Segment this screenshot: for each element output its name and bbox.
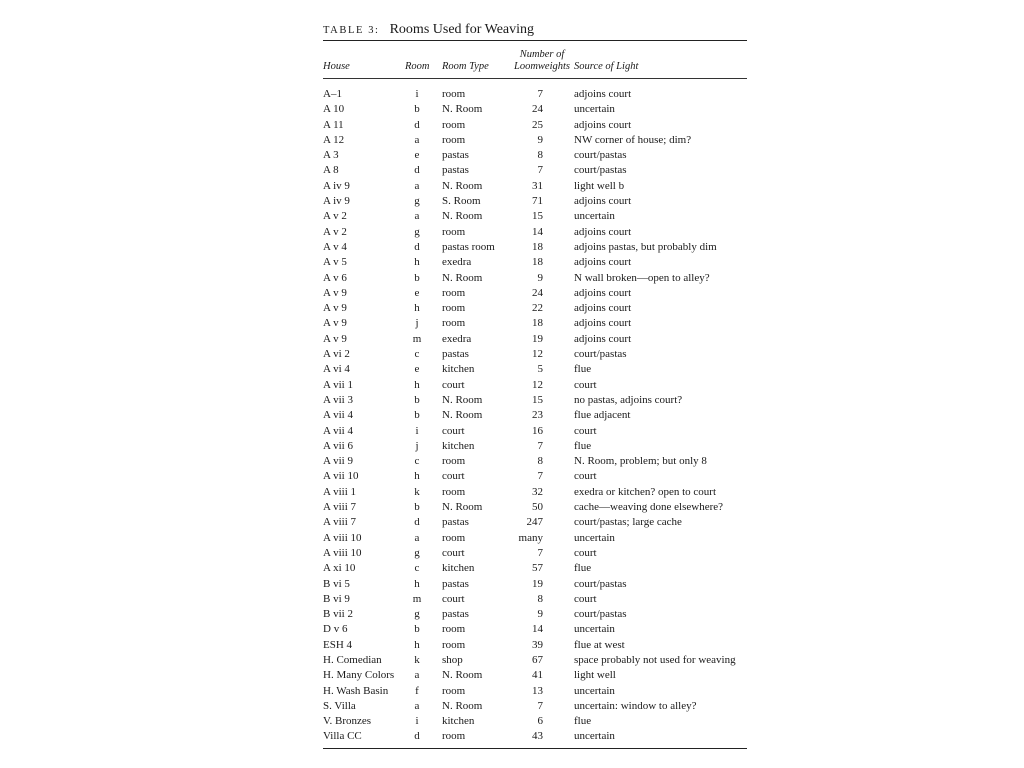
cell-loomweights: 16 [532, 424, 543, 437]
cell-room-type: court [442, 470, 465, 483]
table-row [323, 255, 747, 270]
cell-room-type: pastas [442, 149, 469, 162]
table-row [323, 102, 747, 117]
cell-room-type: court [442, 546, 465, 559]
table-row [323, 561, 747, 576]
cell-house: A 3 [323, 149, 339, 162]
cell-room: b [414, 409, 420, 422]
cell-room: h [414, 378, 420, 391]
cell-loomweights: 7 [537, 88, 543, 100]
cell-house: A 11 [323, 118, 344, 131]
cell-room: i [415, 88, 419, 100]
table-row [323, 240, 747, 255]
cell-source-of-light: uncertain: window to alley? [574, 699, 697, 712]
cell-source-of-light: flue [574, 439, 592, 452]
cell-room: d [414, 240, 420, 253]
cell-source-of-light: adjoins court [574, 332, 632, 345]
cell-source-of-light: court/pastas [574, 149, 627, 162]
cell-room: b [414, 103, 420, 116]
cell-room: h [414, 577, 420, 590]
cell-loomweights: 6 [537, 715, 543, 728]
table-row [323, 485, 747, 500]
cell-loomweights: 32 [532, 485, 543, 498]
cell-loomweights: 41 [532, 669, 543, 682]
cell-source-of-light: court/pastas [574, 577, 627, 590]
cell-source-of-light: cache—weaving done elsewhere? [574, 501, 724, 514]
cell-room: j [415, 317, 419, 330]
cell-source-of-light: adjoins court [574, 302, 632, 315]
cell-loomweights: 24 [532, 286, 543, 299]
table-row [323, 118, 747, 133]
cell-source-of-light: adjoins court [574, 225, 632, 238]
cell-house: A 10 [323, 103, 345, 116]
cell-room-type: room [442, 638, 466, 651]
cell-source-of-light: no pastas, adjoins court? [574, 393, 683, 406]
cell-room-type: room [442, 317, 466, 330]
table-row [323, 179, 747, 194]
table-row [323, 148, 747, 163]
cell-loomweights: 8 [537, 149, 543, 162]
cell-room: g [414, 225, 420, 238]
table-row [323, 454, 747, 469]
header-loomweights-line2: Loomweights [513, 61, 570, 72]
table-row [323, 408, 747, 423]
cell-house: A v 2 [323, 225, 347, 238]
header-room-type: Room Type [442, 61, 489, 72]
table-header [323, 41, 747, 78]
table-row [323, 469, 747, 484]
table-row [323, 515, 747, 530]
cell-loomweights: 7 [537, 699, 543, 712]
cell-room-type: N. Room [442, 669, 483, 682]
table-row [323, 163, 747, 178]
cell-room-type: kitchen [442, 715, 475, 728]
cell-room-type: pastas [442, 164, 469, 177]
cell-source-of-light: uncertain [574, 730, 615, 743]
cell-loomweights: 7 [537, 439, 543, 452]
header-room: Room [405, 61, 430, 72]
cell-room-type: N. Room [442, 409, 483, 422]
header-house: House [323, 61, 350, 72]
cell-loomweights: 13 [532, 684, 543, 697]
cell-source-of-light: N wall broken—open to alley? [574, 271, 710, 284]
cell-house: S. Villa [323, 699, 356, 712]
cell-house: A vi 2 [323, 348, 350, 361]
cell-house: A iv 9 [323, 179, 350, 192]
cell-source-of-light: uncertain [574, 623, 615, 636]
cell-source-of-light: uncertain [574, 531, 615, 544]
table-row [323, 194, 747, 209]
cell-source-of-light: flue adjacent [574, 409, 631, 422]
cell-loomweights: 22 [532, 302, 543, 315]
cell-house: A vii 3 [323, 393, 353, 406]
cell-loomweights: 23 [532, 409, 543, 422]
cell-loomweights: 15 [532, 393, 543, 406]
cell-room: e [414, 149, 420, 162]
cell-loomweights: 18 [532, 240, 543, 253]
cell-house: H. Wash Basin [323, 684, 389, 697]
table-row [323, 393, 747, 408]
table-row [323, 209, 747, 224]
table-row [323, 378, 747, 393]
cell-source-of-light: court [574, 546, 597, 559]
table-body [323, 79, 747, 748]
cell-source-of-light: court/pastas [574, 348, 627, 361]
cell-loomweights: 9 [537, 133, 543, 146]
cell-source-of-light: uncertain [574, 684, 615, 697]
cell-house: A v 9 [323, 317, 347, 330]
cell-source-of-light: flue [574, 715, 592, 728]
cell-loomweights: 7 [537, 546, 543, 559]
cell-room-type: N. Room [442, 393, 483, 406]
cell-room: a [414, 133, 420, 146]
cell-room-type: room [442, 118, 466, 131]
cell-room-type: exedra [442, 256, 472, 269]
cell-room-type: shop [442, 653, 463, 666]
cell-loomweights: 39 [532, 638, 543, 651]
cell-source-of-light: space probably not used for weaving [574, 653, 736, 666]
cell-loomweights: 18 [532, 317, 543, 330]
cell-room-type: N. Room [442, 501, 483, 514]
cell-room: g [414, 195, 420, 208]
cell-source-of-light: NW corner of house; dim? [574, 133, 692, 146]
cell-room-type: room [442, 302, 466, 315]
table-row [323, 714, 747, 729]
table-row [323, 577, 747, 592]
cell-room-type: room [442, 623, 466, 636]
table-row [323, 653, 747, 668]
cell-room: a [414, 179, 420, 192]
cell-room: a [414, 210, 420, 223]
cell-house: A 12 [323, 133, 345, 146]
cell-room-type: court [442, 424, 465, 437]
table-row [323, 684, 747, 699]
cell-room-type: S. Room [442, 195, 481, 208]
table-row [323, 332, 747, 347]
cell-house: A viii 10 [323, 531, 362, 544]
table-row [323, 439, 747, 454]
cell-room: b [414, 393, 420, 406]
cell-room-type: exedra [442, 332, 472, 345]
cell-room-type: room [442, 225, 466, 238]
cell-source-of-light: flue [574, 363, 592, 376]
cell-room-type: N. Room [442, 271, 483, 284]
cell-house: A viii 1 [323, 485, 357, 498]
cell-room-type: room [442, 684, 466, 697]
cell-loomweights: 14 [532, 623, 543, 636]
cell-loomweights: 7 [537, 470, 543, 483]
table-row [323, 424, 747, 439]
cell-source-of-light: exedra or kitchen? open to court [574, 485, 717, 498]
table-row [323, 500, 747, 515]
cell-house: A vii 6 [323, 439, 353, 452]
table-caption [323, 18, 747, 40]
cell-loomweights: 19 [532, 332, 543, 345]
cell-room-type: pastas [442, 516, 469, 529]
cell-house: A vii 9 [323, 455, 353, 468]
cell-room-type: pastas [442, 577, 469, 590]
cell-house: A vii 10 [323, 470, 359, 483]
cell-source-of-light: uncertain [574, 103, 615, 116]
cell-house: A v 2 [323, 210, 347, 223]
cell-room: m [412, 592, 422, 605]
cell-source-of-light: light well [574, 669, 616, 682]
cell-room-type: N. Room [442, 210, 483, 223]
cell-room: c [414, 562, 420, 575]
cell-room: c [414, 455, 420, 468]
cell-source-of-light: adjoins court [574, 286, 632, 299]
cell-room: g [414, 608, 420, 621]
table-row [323, 699, 747, 714]
cell-loomweights: 8 [537, 592, 543, 605]
cell-house: A v 9 [323, 332, 347, 345]
cell-room-type: room [442, 286, 466, 299]
cell-room: h [414, 638, 420, 651]
cell-house: A iv 9 [323, 195, 350, 208]
cell-room: i [415, 715, 419, 728]
cell-house: A vii 4 [323, 424, 353, 437]
cell-room: i [415, 424, 419, 437]
cell-room: a [414, 699, 420, 712]
table-row [323, 316, 747, 331]
header-loomweights [507, 49, 577, 73]
cell-room: d [414, 516, 420, 529]
cell-room: c [414, 348, 420, 361]
cell-loomweights: 14 [532, 225, 543, 238]
cell-loomweights: 50 [532, 501, 543, 514]
cell-room-type: kitchen [442, 562, 475, 575]
cell-room-type: pastas room [442, 240, 495, 253]
cell-room-type: court [442, 378, 465, 391]
table-row [323, 362, 747, 377]
cell-source-of-light: adjoins pastas, but probably dim [574, 240, 717, 253]
cell-loomweights: 12 [532, 378, 543, 391]
cell-loomweights: 7 [537, 164, 543, 177]
cell-room: d [414, 164, 420, 177]
cell-source-of-light: court [574, 592, 597, 605]
cell-loomweights: 57 [532, 562, 543, 575]
cell-house: A vi 4 [323, 363, 350, 376]
cell-source-of-light: uncertain [574, 210, 615, 223]
cell-room-type: room [442, 730, 466, 743]
cell-source-of-light: adjoins court [574, 88, 632, 100]
cell-room-type: room [442, 531, 466, 544]
cell-room-type: N. Room [442, 103, 483, 116]
cell-room: m [412, 332, 422, 345]
cell-room: f [415, 684, 419, 697]
header-loomweights-line1: Number of [519, 49, 565, 60]
cell-loomweights: 247 [526, 516, 543, 529]
table-row [323, 225, 747, 240]
table-row [323, 87, 747, 102]
table-row [323, 271, 747, 286]
cell-room: k [414, 485, 420, 498]
cell-room: k [414, 653, 420, 666]
cell-room: h [414, 470, 420, 483]
cell-house: H. Many Colors [323, 669, 395, 682]
table-row [323, 729, 747, 744]
cell-source-of-light: light well b [574, 179, 625, 192]
cell-house: A xi 10 [323, 562, 356, 575]
cell-loomweights: many [518, 531, 543, 544]
cell-house: Villa CC [323, 730, 362, 743]
cell-room-type: room [442, 133, 466, 146]
cell-loomweights: 9 [537, 271, 543, 284]
cell-house: H. Comedian [323, 653, 382, 666]
cell-house: B vii 2 [323, 608, 353, 621]
table-row [323, 607, 747, 622]
cell-room-type: kitchen [442, 363, 475, 376]
cell-room: d [414, 730, 420, 743]
cell-source-of-light: court/pastas [574, 608, 627, 621]
cell-room-type: N. Room [442, 699, 483, 712]
cell-room-type: pastas [442, 348, 469, 361]
cell-room: e [414, 363, 420, 376]
cell-house: V. Bronzes [323, 715, 372, 728]
cell-room: h [414, 256, 420, 269]
cell-house: A 8 [323, 164, 339, 177]
cell-loomweights: 31 [532, 179, 543, 192]
cell-source-of-light: N. Room, problem; but only 8 [574, 455, 707, 468]
cell-house: A viii 7 [323, 501, 357, 514]
cell-source-of-light: adjoins court [574, 256, 632, 269]
cell-loomweights: 9 [537, 608, 543, 621]
cell-house: D v 6 [323, 623, 348, 636]
table-row [323, 286, 747, 301]
cell-house: A viii 7 [323, 516, 357, 529]
cell-room: d [414, 118, 420, 131]
table-row [323, 531, 747, 546]
bottom-rule [323, 748, 747, 749]
cell-source-of-light: court [574, 470, 597, 483]
cell-loomweights: 18 [532, 256, 543, 269]
cell-loomweights: 12 [532, 348, 543, 361]
cell-source-of-light: adjoins court [574, 195, 632, 208]
cell-room-type: N. Room [442, 179, 483, 192]
cell-room: g [414, 546, 420, 559]
table-row [323, 133, 747, 148]
cell-room: j [415, 439, 419, 452]
cell-room: b [414, 271, 420, 284]
cell-loomweights: 43 [532, 730, 543, 743]
header-source-of-light: Source of Light [574, 61, 639, 72]
cell-house: A v 9 [323, 302, 347, 315]
table-row [323, 546, 747, 561]
table-row [323, 301, 747, 316]
table-row [323, 668, 747, 683]
cell-house: A v 5 [323, 256, 347, 269]
cell-source-of-light: court/pastas; large cache [574, 516, 682, 529]
cell-loomweights: 5 [537, 363, 543, 376]
cell-source-of-light: flue [574, 562, 592, 575]
cell-room: e [414, 286, 420, 299]
cell-source-of-light: court [574, 424, 597, 437]
cell-house: B vi 5 [323, 577, 350, 590]
cell-room-type: pastas [442, 608, 469, 621]
cell-source-of-light: court/pastas [574, 164, 627, 177]
cell-source-of-light: court [574, 378, 597, 391]
table-title: Rooms Used for Weaving [389, 22, 535, 37]
cell-loomweights: 67 [532, 653, 543, 666]
cell-house: ESH 4 [323, 638, 353, 651]
cell-house: A v 4 [323, 240, 347, 253]
table-page [323, 18, 747, 749]
cell-loomweights: 24 [532, 103, 543, 116]
table-row [323, 622, 747, 637]
cell-room: a [414, 531, 420, 544]
cell-house: A vii 1 [323, 378, 353, 391]
cell-house: B vi 9 [323, 592, 350, 605]
cell-loomweights: 15 [532, 210, 543, 223]
cell-house: A v 9 [323, 286, 347, 299]
table-number: TABLE 3: [323, 25, 380, 36]
cell-room-type: kitchen [442, 439, 475, 452]
cell-room: b [414, 623, 420, 636]
cell-loomweights: 25 [532, 118, 543, 131]
cell-room-type: room [442, 88, 466, 100]
cell-room-type: court [442, 592, 465, 605]
cell-room: b [414, 501, 420, 514]
cell-house: A vii 4 [323, 409, 353, 422]
cell-room: h [414, 302, 420, 315]
cell-room: a [414, 669, 420, 682]
cell-room-type: room [442, 485, 466, 498]
cell-source-of-light: adjoins court [574, 118, 632, 131]
cell-house: A–1 [323, 88, 342, 100]
cell-house: A viii 10 [323, 546, 362, 559]
cell-source-of-light: adjoins court [574, 317, 632, 330]
table-row [323, 592, 747, 607]
cell-loomweights: 19 [532, 577, 543, 590]
cell-loomweights: 8 [537, 455, 543, 468]
table-row [323, 638, 747, 653]
table-row [323, 347, 747, 362]
cell-loomweights: 71 [532, 195, 543, 208]
cell-room-type: room [442, 455, 466, 468]
cell-source-of-light: flue at west [574, 638, 625, 651]
cell-house: A v 6 [323, 271, 347, 284]
